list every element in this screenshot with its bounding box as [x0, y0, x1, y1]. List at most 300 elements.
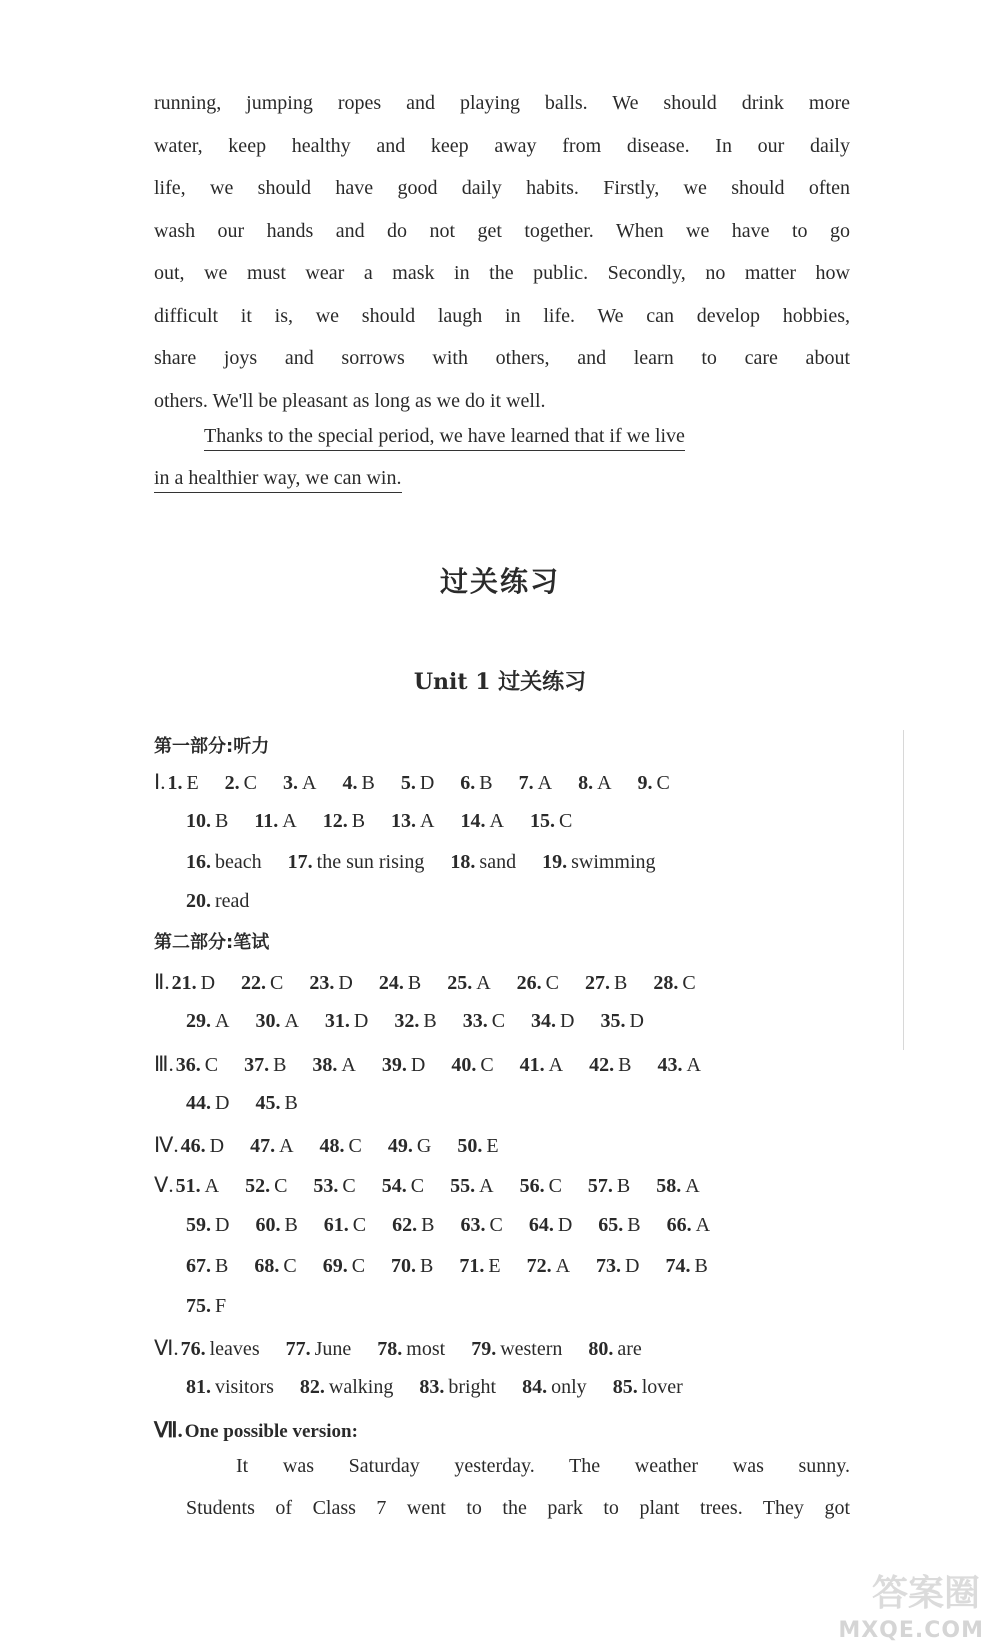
answer-value: D — [625, 1255, 640, 1277]
question-number: 62. — [392, 1214, 418, 1236]
answer-value: D — [338, 972, 353, 994]
answer-value: G — [416, 1135, 432, 1157]
unit-heading: Unit 1 过关练习 — [413, 669, 587, 695]
answer-value: D — [215, 1214, 230, 1236]
answer-item — [391, 1255, 433, 1278]
answer-item — [419, 1376, 496, 1399]
question-number: 55. — [450, 1175, 476, 1197]
answer-item — [324, 1214, 366, 1237]
question-number: 57. — [587, 1175, 613, 1197]
question-number: 43. — [657, 1054, 683, 1076]
answer-value: the sun rising — [316, 851, 425, 873]
answer-value: most — [406, 1338, 446, 1360]
answer-value: A — [284, 1010, 299, 1032]
answer-item — [250, 1135, 293, 1158]
answer-item — [167, 772, 198, 795]
answer-item — [186, 1214, 229, 1237]
question-number: 64. — [528, 1214, 554, 1236]
answer-item — [255, 1010, 298, 1033]
roman-numeral: Ⅳ. — [154, 1133, 179, 1157]
answer-value: B — [616, 1175, 631, 1197]
answer-item — [176, 1054, 218, 1077]
answers — [181, 1338, 668, 1360]
answer-row — [154, 1052, 727, 1077]
roman-numeral: Ⅰ. — [154, 770, 166, 794]
answer-row — [186, 1255, 734, 1278]
question-number: 68. — [254, 1255, 280, 1277]
question-number: 20. — [186, 890, 211, 912]
question-number: 72. — [526, 1255, 552, 1277]
answer-value: C — [342, 1175, 356, 1197]
answer-item — [323, 1255, 365, 1278]
answer-row — [186, 1214, 736, 1237]
answer-item — [447, 972, 490, 995]
question-number: 17. — [287, 851, 313, 873]
question-number: 6. — [460, 772, 476, 794]
essay-line: others. We'll be pleasant as long as we do it well. — [154, 389, 546, 412]
answer-value: E — [186, 772, 199, 794]
question-number: 44. — [186, 1092, 211, 1114]
question-number: 48. — [319, 1135, 345, 1157]
answer-value: D — [557, 1214, 573, 1236]
answer-value: sand — [479, 851, 517, 873]
answer-item — [312, 1054, 355, 1077]
answer-item — [598, 1214, 640, 1237]
part2-label: 第二部分:笔试 — [154, 932, 270, 953]
answer-item — [461, 810, 504, 833]
question-number: 32. — [394, 1010, 420, 1032]
question-number: 65. — [598, 1214, 624, 1236]
question-number: 78. — [377, 1338, 403, 1360]
answer-value: D — [419, 772, 435, 794]
question-number: 52. — [245, 1175, 271, 1197]
question-number: 81. — [186, 1376, 211, 1398]
answer-value: C — [558, 810, 573, 832]
answer-value: D — [560, 1010, 575, 1032]
question-number: 35. — [600, 1010, 626, 1032]
answer-value: lover — [641, 1376, 683, 1398]
answer-row — [154, 1173, 726, 1198]
question-number: 18. — [450, 851, 476, 873]
question-number: 73. — [596, 1255, 622, 1277]
answer-item — [254, 810, 296, 833]
essay-paragraph — [154, 82, 850, 422]
question-number: 23. — [309, 972, 335, 994]
answer-item — [401, 772, 434, 795]
question-number: 31. — [324, 1010, 350, 1032]
answer-item — [653, 972, 695, 995]
answer-value: C — [656, 772, 670, 794]
question-number: 36. — [175, 1054, 201, 1076]
answer-item — [391, 810, 434, 833]
answer-item — [172, 972, 215, 995]
answer-item — [186, 1010, 229, 1033]
conclusion-line — [154, 425, 850, 467]
answer-row — [154, 1133, 525, 1158]
answer-value: B — [618, 1054, 632, 1076]
question-number: 53. — [313, 1175, 339, 1197]
answer-value: B — [694, 1255, 708, 1277]
answer-value: A — [341, 1054, 356, 1076]
answer-item — [460, 1214, 502, 1237]
question-number: 13. — [391, 810, 417, 832]
answer-value: C — [545, 972, 559, 994]
question-number: 16. — [186, 851, 211, 873]
answer-value: western — [500, 1338, 563, 1360]
answer-value: bright — [448, 1376, 497, 1398]
question-number: 74. — [665, 1255, 691, 1277]
answer-value: B — [420, 1255, 434, 1277]
watermark-logo — [800, 1565, 990, 1645]
answer-value: only — [551, 1376, 587, 1398]
answer-value: C — [548, 1175, 562, 1197]
question-number: 76. — [180, 1338, 206, 1360]
question-number: 84. — [522, 1376, 548, 1398]
answer-value: are — [617, 1338, 642, 1360]
answer-item — [392, 1214, 434, 1237]
answer-value: C — [682, 972, 696, 994]
answer-value: A — [302, 772, 317, 794]
essay-line: Students of Class 7 went to the park to plant trees. They got — [186, 1497, 850, 1519]
question-number: 7. — [518, 772, 534, 794]
answer-item — [186, 1376, 274, 1399]
answer-item — [241, 972, 283, 995]
answer-value: B — [407, 972, 422, 994]
question-number: 58. — [656, 1175, 682, 1197]
answer-item — [667, 1214, 710, 1237]
answer-item — [388, 1135, 431, 1158]
question-number: 49. — [387, 1135, 413, 1157]
answer-value: A — [695, 1214, 711, 1236]
answer-value: A — [204, 1175, 220, 1197]
answer-item — [309, 972, 352, 995]
answer-value: B — [423, 1010, 437, 1032]
question-number: 30. — [255, 1010, 281, 1032]
answer-item — [300, 1376, 393, 1399]
answer-item — [181, 1135, 224, 1158]
answer-item — [245, 1175, 287, 1198]
answer-item — [666, 1255, 708, 1278]
question-number: 67. — [186, 1255, 211, 1277]
answer-row — [154, 1336, 668, 1361]
answer-row — [186, 1092, 324, 1115]
answer-value: beach — [215, 851, 262, 873]
answer-value: leaves — [209, 1338, 260, 1360]
answer-item — [588, 1175, 630, 1198]
answer-value: A — [279, 1135, 294, 1157]
answer-item — [320, 1135, 362, 1158]
question-number: 75. — [186, 1295, 211, 1317]
question-number: 41. — [519, 1054, 545, 1076]
answer-value: A — [685, 1175, 700, 1197]
essay-version-label: One possible version: — [184, 1421, 358, 1442]
answer-value: C — [351, 1255, 366, 1277]
essay-line: out, we must wear a mask in the public. Secondly, no matter how — [154, 262, 850, 284]
answer-item — [225, 772, 257, 795]
answer-value: E — [486, 1135, 499, 1157]
answer-value: A — [555, 1255, 571, 1277]
answer-item — [519, 772, 552, 795]
answer-item — [463, 1010, 505, 1033]
question-number: 5. — [400, 772, 416, 794]
question-number: 56. — [519, 1175, 545, 1197]
essay-line: running, jumping ropes and playing balls. We should drink more — [154, 92, 850, 114]
answer-item — [522, 1376, 587, 1399]
question-number: 22. — [241, 972, 267, 994]
essay-line: share joys and sorrows with others, and learn to care about — [154, 347, 850, 369]
question-number: 47. — [250, 1135, 276, 1157]
answer-value: read — [215, 890, 250, 912]
answer-value: B — [284, 1214, 298, 1236]
roman-numeral: Ⅴ. — [154, 1173, 174, 1197]
answer-value: A — [420, 810, 435, 832]
answer-item — [520, 1175, 562, 1198]
question-number: 85. — [612, 1376, 638, 1398]
question-number: 26. — [516, 972, 542, 994]
part1-label: 第一部分:听力 — [154, 736, 270, 757]
question-number: 46. — [180, 1135, 206, 1157]
answer-item — [186, 1295, 226, 1318]
answer-item — [382, 1054, 425, 1077]
answer-value: B — [613, 972, 628, 994]
answers — [172, 972, 722, 994]
answer-value: June — [314, 1338, 352, 1360]
answer-item — [181, 1338, 260, 1361]
answer-item — [186, 1092, 229, 1115]
answer-item — [531, 1010, 574, 1033]
answer-item — [638, 772, 670, 795]
answer-value: C — [283, 1255, 297, 1277]
answer-item — [244, 1054, 286, 1077]
question-number: 82. — [299, 1376, 325, 1398]
answer-item — [542, 851, 655, 874]
answer-value: C — [243, 772, 258, 794]
answer-value: B — [479, 772, 493, 794]
answer-row — [186, 1010, 670, 1033]
answer-value: A — [489, 810, 504, 832]
answer-value: A — [215, 1010, 230, 1032]
answer-item — [578, 772, 611, 795]
answer-row — [186, 890, 275, 913]
answer-value: C — [274, 1175, 288, 1197]
watermark-text: MXQE.COM — [838, 1618, 984, 1643]
answer-item — [186, 890, 249, 913]
answer-item — [585, 972, 627, 995]
answer-value: C — [489, 1214, 503, 1236]
answer-value: C — [204, 1054, 219, 1076]
question-number: 33. — [462, 1010, 488, 1032]
question-number: 37. — [244, 1054, 270, 1076]
question-number: 51. — [175, 1175, 201, 1197]
answer-item — [457, 1135, 498, 1158]
question-number: 54. — [381, 1175, 407, 1197]
answer-item — [394, 1010, 436, 1033]
answer-item — [450, 851, 516, 874]
question-number: 38. — [312, 1054, 338, 1076]
answer-value: E — [488, 1255, 501, 1277]
question-number: 9. — [637, 772, 653, 794]
answer-item — [450, 1175, 493, 1198]
answer-value: F — [215, 1295, 227, 1317]
answer-value: B — [215, 1255, 229, 1277]
answer-value: visitors — [215, 1376, 274, 1398]
question-number: 77. — [285, 1338, 311, 1360]
watermark-cn: 答案圈 — [871, 1573, 980, 1614]
question-number: 19. — [542, 851, 568, 873]
question-number: 25. — [447, 972, 473, 994]
answer-item — [283, 772, 316, 795]
answer-item — [254, 1255, 296, 1278]
answer-row — [186, 1295, 252, 1318]
question-number: 12. — [322, 810, 348, 832]
answer-item — [313, 1175, 355, 1198]
essay-line: difficult it is, we should laugh in life. We can develop hobbies, — [154, 304, 850, 327]
answer-item — [656, 1175, 699, 1198]
essay-line: wash our hands and do not get together. When we have to go — [154, 219, 850, 242]
answer-item — [588, 1338, 641, 1361]
answer-value: A — [476, 972, 491, 994]
question-number: 1. — [167, 772, 183, 794]
question-number: 83. — [419, 1376, 445, 1398]
question-number: 2. — [224, 772, 240, 794]
conclusion-line — [154, 467, 850, 509]
answer-value: D — [215, 1092, 230, 1114]
question-number: 10. — [186, 810, 211, 832]
question-number: 60. — [255, 1214, 281, 1236]
answer-value: C — [270, 972, 284, 994]
answer-item — [255, 1214, 297, 1237]
answer-value: B — [361, 772, 375, 794]
answer-value: C — [491, 1010, 506, 1032]
answer-item — [186, 810, 228, 833]
answer-value: C — [480, 1054, 494, 1076]
answer-item — [459, 1255, 500, 1278]
answer-value: C — [348, 1135, 362, 1157]
question-number: 40. — [451, 1054, 477, 1076]
answer-item — [471, 1338, 562, 1361]
answer-value: B — [351, 810, 366, 832]
answer-item — [460, 772, 492, 795]
question-number: 29. — [186, 1010, 211, 1032]
answer-item — [323, 810, 365, 833]
answer-item — [530, 810, 572, 833]
question-number: 61. — [323, 1214, 349, 1236]
answer-item — [657, 1054, 700, 1077]
answer-value: D — [209, 1135, 225, 1157]
answer-row — [186, 851, 682, 874]
answer-value: swimming — [571, 851, 656, 873]
question-number: 11. — [254, 810, 279, 832]
underlined-text: Thanks to the special period, we have learned that if we live — [204, 425, 685, 451]
answer-value: B — [421, 1214, 435, 1236]
question-number: 70. — [391, 1255, 417, 1277]
question-number: 69. — [322, 1255, 348, 1277]
answer-item — [596, 1255, 639, 1278]
question-number: 24. — [378, 972, 404, 994]
answer-value: D — [629, 1010, 644, 1032]
answer-value: A — [479, 1175, 494, 1197]
question-number: 71. — [459, 1255, 485, 1277]
answer-value: C — [410, 1175, 425, 1197]
roman-numeral: Ⅱ. — [154, 970, 170, 994]
answer-item — [377, 1338, 445, 1361]
question-number: 45. — [255, 1092, 281, 1114]
answer-item — [288, 851, 425, 874]
question-number: 42. — [589, 1054, 615, 1076]
question-number: 8. — [578, 772, 594, 794]
answer-item — [286, 1338, 352, 1361]
section-vii-heading — [154, 1418, 358, 1443]
essay-line: life, we should have good daily habits. Firstly, we should often — [154, 177, 850, 199]
question-number: 28. — [653, 972, 679, 994]
question-number: 4. — [342, 772, 358, 794]
answer-value: B — [627, 1214, 641, 1236]
answer-value: A — [282, 810, 297, 832]
answer-item — [186, 851, 262, 874]
question-number: 39. — [381, 1054, 407, 1076]
answer-value: B — [273, 1054, 287, 1076]
question-number: 80. — [588, 1338, 614, 1360]
question-number: 79. — [471, 1338, 497, 1360]
question-number: 34. — [531, 1010, 557, 1032]
sample-essay — [186, 1455, 850, 1539]
answer-value: B — [284, 1092, 298, 1114]
question-number: 50. — [457, 1135, 483, 1157]
question-number: 21. — [171, 972, 197, 994]
answers — [176, 1175, 726, 1197]
answers — [167, 772, 695, 794]
answer-item — [379, 972, 421, 995]
question-number: 14. — [460, 810, 486, 832]
question-number: 63. — [460, 1214, 486, 1236]
answer-value: A — [548, 1054, 564, 1076]
answer-value: D — [200, 972, 216, 994]
roman-numeral: Ⅵ. — [154, 1336, 179, 1360]
answer-item — [382, 1175, 424, 1198]
essay-line: water, keep healthy and keep away from disease. In our daily — [154, 134, 850, 157]
answer-item — [255, 1092, 297, 1115]
question-number: 3. — [283, 772, 299, 794]
answer-row — [154, 970, 722, 995]
answer-row — [186, 1376, 709, 1399]
answer-value: A — [686, 1054, 701, 1076]
question-number: 59. — [186, 1214, 211, 1236]
margin-line — [903, 730, 904, 1050]
underlined-text: in a healthier way, we can win. — [154, 467, 402, 493]
question-number: 15. — [529, 810, 555, 832]
question-number: 66. — [666, 1214, 692, 1236]
question-number: 27. — [584, 972, 610, 994]
answer-row — [186, 810, 598, 833]
answers — [176, 1054, 727, 1076]
answer-value: A — [597, 772, 612, 794]
answer-item — [601, 1010, 644, 1033]
answer-value: A — [537, 772, 553, 794]
answer-value: D — [410, 1054, 426, 1076]
answer-item — [186, 1255, 228, 1278]
answer-value: D — [353, 1010, 369, 1032]
answer-item — [589, 1054, 631, 1077]
answer-item — [527, 1255, 570, 1278]
answer-item — [529, 1214, 572, 1237]
answer-item — [517, 972, 559, 995]
answer-item — [176, 1175, 219, 1198]
roman-numeral: Ⅲ. — [154, 1052, 174, 1076]
section-heading: 过关练习 — [439, 565, 560, 598]
essay-line: It was Saturday yesterday. The weather was sunny. — [236, 1455, 850, 1477]
answer-item — [451, 1054, 493, 1077]
answers — [181, 1135, 525, 1157]
